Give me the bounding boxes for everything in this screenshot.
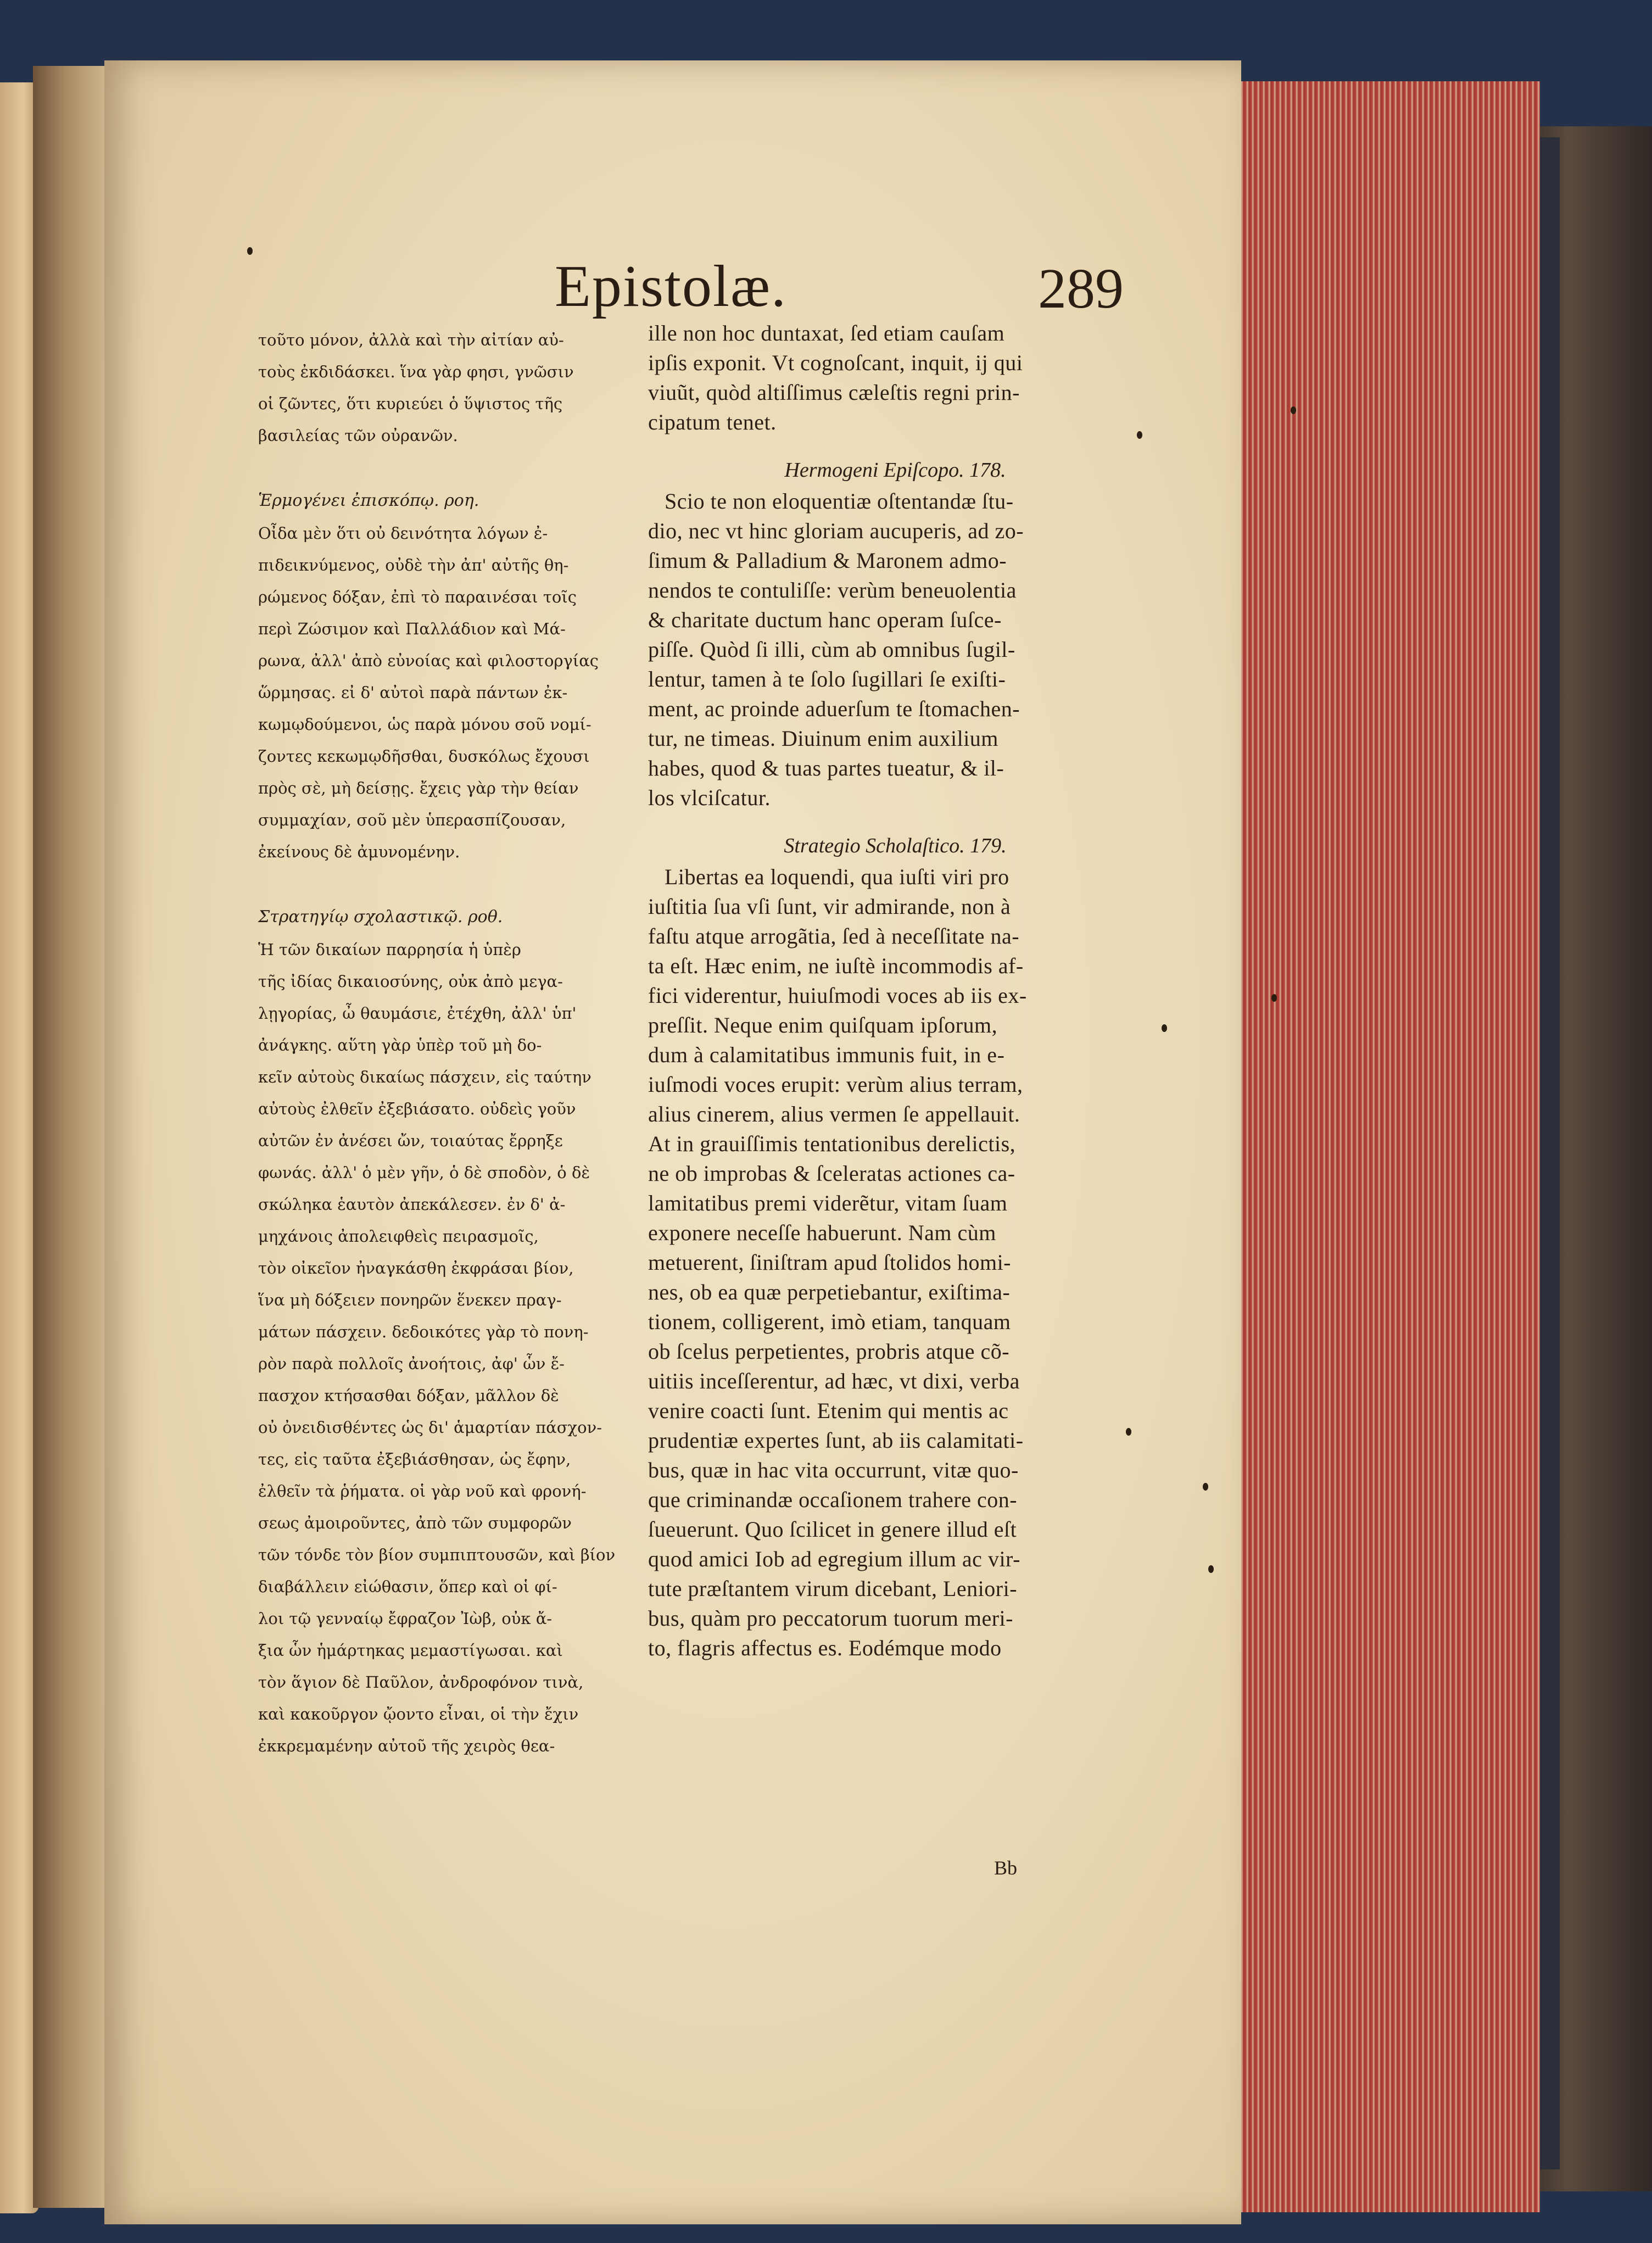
greek-opening-paragraph [258,324,637,451]
latin-column [648,319,1142,1680]
text-line: πρὸς σὲ, μὴ δείσῃς. ἔχεις γὰρ τὴν θείαν [258,779,579,797]
text-line: dio, nec vt hinc gloriam aucuperis, ad zo- [648,518,1024,543]
text-line: quod amici Iob ad egregium illum ac vir- [648,1547,1020,1571]
latin-letter-178 [648,487,1142,813]
text-line: οὐ ὀνειδισθέντες ὡς δι' ἁμαρτίαν πάσχον- [258,1418,602,1437]
text-line: ρωνα, ἀλλ' ἀπὸ εὐνοίας καὶ φιλοστοργίας [258,651,599,670]
text-line: alius cinerem, alius vermen ſe appellauit. [648,1102,1020,1126]
text-line: habes, quod & tuas partes tueatur, & il- [648,756,1004,780]
latin-letter-heading: Strategio Scholaſtico. 179. [784,834,1007,857]
wormhole [1162,1024,1167,1032]
text-line: καὶ κακοῦργον ᾤοντο εἶναι, οἱ τὴν ἔχιν [258,1705,579,1723]
text-line: faſtu atque arrogãtia, ſed à neceſſitate na- [648,924,1020,948]
text-line: uitiis inceſſerentur, ad hæc, vt dixi, verba [648,1369,1020,1393]
page-header [104,253,1203,330]
wormhole [1291,406,1296,414]
text-line: τες, εἰς ταῦτα ἐξεβιάσθησαν, ὡς ἔφην, [258,1450,571,1469]
text-line: tute præſtantem virum dicebant, Leniori- [648,1576,1018,1601]
text-line: los vlciſcatur. [648,785,771,810]
printed-page [104,60,1241,2224]
text-line: ipſis exponit. Vt cognoſcant, inquit, ij qui [648,350,1023,375]
text-line: ἵνα μὴ δόξειεν πονηρῶν ἕνεκεν πραγ- [258,1291,562,1309]
text-line: ὥρμησας. εἰ δ' αὐτοὶ παρὰ πάντων ἐκ- [258,683,568,702]
text-line: ζοντες κεκωμῳδῆσθαι, δυσκόλως ἔχουσι [258,747,590,766]
text-line: ſimum & Palladium & Maronem admo- [648,548,1007,573]
text-line: At in grauiſſimis tentationibus derelictis, [648,1131,1016,1156]
text-line: tionem, colligerent, imò etiam, tanquam [648,1309,1011,1334]
greek-letter-heading: Στρατηγίῳ σχολαστικῷ. ροθ. [258,907,503,927]
text-line: λῃγορίας, ὦ θαυμάσιε, ἐτέχθη, ἀλλ' ὑπ' [258,1004,577,1023]
text-line: ρώμενος δόξαν, ἐπὶ τὸ παραινέσαι τοῖς [258,588,577,606]
text-line: οἱ ζῶντες, ὅτι κυριεύει ὁ ὕψιστος τῆς [258,394,563,413]
text-line: αὐτῶν ἐν ἀνέσει ὤν, τοιαύτας ἔρρηξε [258,1131,563,1150]
text-line: bus, quæ in hac vita occurrunt, vitæ quo- [648,1458,1019,1482]
greek-column [258,324,637,1795]
latin-letter-heading: Hermogeni Epiſcopo. 178. [784,459,1006,482]
text-line: nendos te contuliſſe: verùm beneuolentia [648,578,1017,602]
text-line: αὐτοὺς ἐλθεῖν ἐξεβιάσατο. οὐδεὶς γοῦν [258,1100,576,1118]
wormhole [1137,431,1142,439]
text-line: μάτων πάσχειν. δεδοικότες γὰρ τὸ πονη- [258,1323,589,1341]
text-line: τῶν τόνδε τὸν βίον συμπιπτουσῶν, καὶ βίον [258,1545,616,1564]
page-fore-edge [1236,81,1540,2212]
text-line: τοῦτο μόνον, ἀλλὰ καὶ τὴν αἰτίαν αὐ- [258,331,564,349]
text-line: ἐκείνους δὲ ἀμυνομένην. [258,842,460,861]
text-line: cipatum tenet. [648,410,777,434]
text-line: λοι τῷ γενναίῳ ἔφραζον Ἰὼβ, οὐκ ἄ- [258,1609,552,1628]
text-line: lentur, tamen à te ſolo ſugillari ſe exiſti- [648,667,1006,691]
text-line: tur, ne timeas. Diuinum enim auxilium [648,726,998,751]
text-line: ta eſt. Hæc enim, ne iuſtè incommodis af- [648,953,1024,978]
printer-signature-mark: Bb [994,1857,1018,1879]
text-line: lamitatibus premi viderẽtur, vitam ſuam [648,1191,1008,1215]
running-head: Epistolæ. [555,254,788,319]
text-line: exponere neceſſe habuerunt. Nam cùm [648,1220,996,1245]
greek-letter-178 [258,517,637,868]
text-line: τοὺς ἐκδιδάσκει. ἵνα γὰρ φησι, γνῶσιν [258,362,574,381]
text-line: κωμῳδούμενοι, ὡς παρὰ μόνου σοῦ νομί- [258,715,591,734]
wormhole [1126,1428,1131,1436]
text-line: iuſmodi voces erupit: verùm alius terram, [648,1072,1023,1097]
text-line: ille non hoc duntaxat, ſed etiam cauſam [648,321,1005,345]
text-line: ἀνάγκης. αὕτη γὰρ ὑπὲρ τοῦ μὴ δο- [258,1036,542,1054]
text-line: βασιλείας τῶν οὐρανῶν. [258,426,458,445]
text-line: ἐκκρεμαμένην αὐτοῦ τῆς χειρὸς θεα- [258,1737,555,1755]
text-line: nes, ob ea quæ perpetiebantur, exiſtima- [648,1280,1011,1304]
text-line: σεως ἀμοιροῦντες, ἀπὸ τῶν συμφορῶν [258,1514,572,1532]
text-line: Οἶδα μὲν ὅτι οὐ δεινότητα λόγων ἐ- [258,524,548,543]
wormhole [1208,1565,1214,1573]
text-line: Scio te non eloquentiæ oſtentandæ ſtu- [665,489,1014,514]
text-line: & charitate ductum hanc operam ſuſce- [648,607,1002,632]
wormhole [247,247,253,255]
text-line: que criminandæ occaſionem trahere con- [648,1487,1018,1512]
text-line: τὸν ἅγιον δὲ Παῦλον, ἀνδροφόνον τινὰ, [258,1673,584,1692]
text-line: bus, quàm pro peccatorum tuorum meri- [648,1606,1013,1631]
book-gutter [33,66,115,2208]
text-line: Ἡ τῶν δικαίων παρρησία ἡ ὑπὲρ [258,940,521,959]
text-line: venire coacti ſunt. Etenim qui mentis ac [648,1398,1009,1423]
text-line: ne ob improbas & ſceleratas actiones ca- [648,1161,1015,1186]
text-line: πιδεικνύμενος, οὐδὲ τὴν ἀπ' αὐτῆς θη- [258,556,569,574]
text-line: τὸν οἰκεῖον ἠναγκάσθη ἐκφράσαι βίον, [258,1259,574,1277]
text-line: viuũt, quòd altiſſimus cæleſtis regni prin- [648,380,1020,405]
text-line: ρὸν παρὰ πολλοῖς ἀνοήτοις, ἀφ' ὧν ἔ- [258,1354,565,1373]
text-line: ment, ac proinde aduerſum te ſtomachen- [648,696,1020,721]
text-line: μηχάνοις ἀπολειφθεὶς πειρασμοῖς, [258,1227,539,1246]
text-line: κεῖν αὐτοὺς δικαίως πάσχειν, εἰς ταύτην [258,1068,591,1086]
text-line: piſſe. Quòd ſi illi, cùm ab omnibus ſugil- [648,637,1015,662]
greek-letter-heading: Ἑρμογένει ἐπισκόπῳ. ροη. [258,491,479,510]
text-line: ἐλθεῖν τὰ ῥήματα. οἱ γὰρ νοῦ καὶ φρονή- [258,1482,587,1500]
greek-letter-179 [258,934,637,1762]
text-line: φωνάς. ἀλλ' ὁ μὲν γῆν, ὁ δὲ σποδὸν, ὁ δὲ [258,1163,590,1182]
text-line: fici viderentur, huiuſmodi voces ab iis ex- [648,983,1027,1008]
text-line: iuſtitia ſua vſi ſunt, vir admirande, non à [648,894,1011,919]
text-line: σκώληκα ἑαυτὸν ἀπεκάλεσεν. ἐν δ' ἀ- [258,1195,566,1214]
wormhole [1203,1483,1208,1491]
latin-letter-179 [648,862,1142,1663]
text-line: διαβάλλειν εἰώθασιν, ὅπερ καὶ οἱ φί- [258,1577,557,1596]
text-line: ob ſcelus perpetientes, probris atque cõ- [648,1339,1010,1364]
latin-opening-paragraph [648,319,1142,437]
text-line: ſueuerunt. Quo ſcilicet in genere illud eſt [648,1517,1017,1542]
text-line: dum à calamitatibus immunis fuit, in e- [648,1042,1005,1067]
text-line: πασχον κτήσασθαι δόξαν, μᾶλλον δὲ [258,1386,559,1405]
text-line: metuerent, ſiniſtram apud ſtolidos homi- [648,1250,1011,1275]
text-line: περὶ Ζώσιμον καὶ Παλλάδιον καὶ Μά- [258,620,566,638]
text-line: τῆς ἰδίας δικαιοσύνης, οὐκ ἀπὸ μεγα- [258,972,563,991]
text-line: to, flagris affectus es. Eodémque modo [648,1636,1002,1660]
text-line: preſſit. Neque enim quiſquam ipſorum, [648,1013,998,1037]
wormhole [1271,994,1277,1002]
text-line: συμμαχίαν, σοῦ μὲν ὑπερασπίζουσαν, [258,811,566,829]
text-line: Libertas ea loquendi, qua iuſti viri pro [665,864,1009,889]
text-line: prudentiæ expertes ſunt, ab iis calamitati- [648,1428,1024,1453]
page-number: 289 [1038,257,1124,320]
text-line: ξια ὧν ἡμάρτηκας μεμαστίγωσαι. καὶ [258,1641,563,1660]
